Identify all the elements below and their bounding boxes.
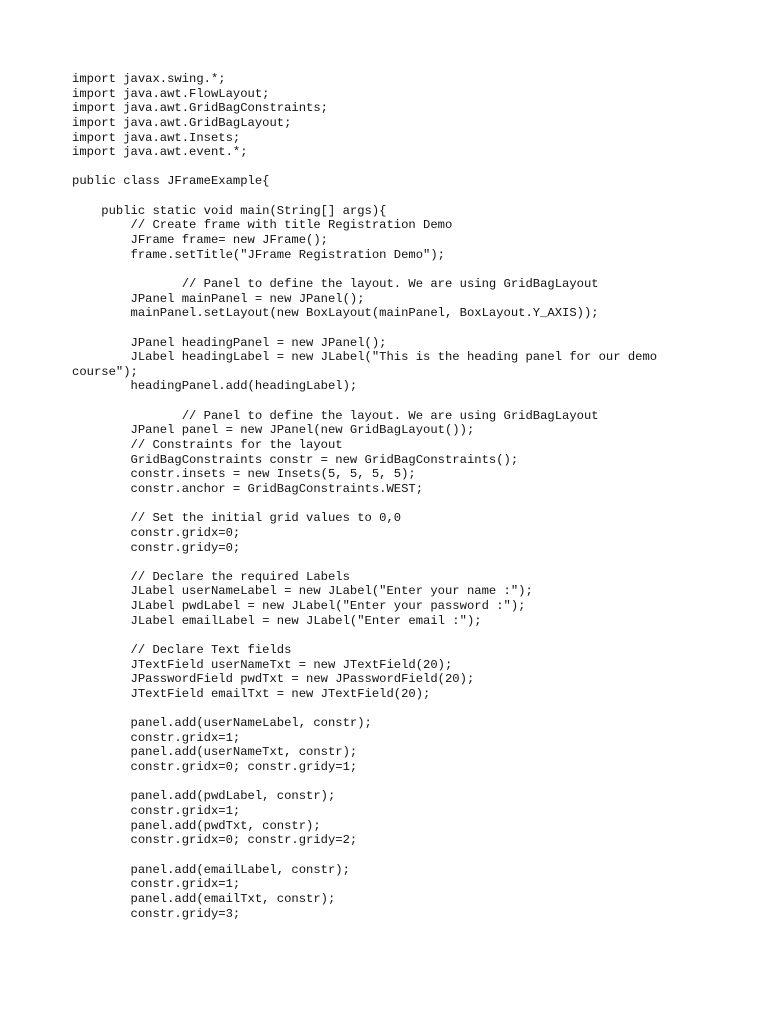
- code-line: import javax.swing.*;: [72, 72, 226, 86]
- code-line: panel.add(userNameLabel, constr);: [72, 716, 372, 731]
- code-line: [72, 702, 712, 717]
- code-line: import java.awt.GridBagConstraints;: [72, 101, 328, 116]
- code-line: panel.add(pwdTxt, constr);: [72, 818, 321, 833]
- code-line: JLabel emailLabel = new JLabel("Enter email :");: [72, 613, 482, 628]
- code-line: JLabel userNameLabel = new JLabel("Enter your name :");: [72, 584, 533, 599]
- code-line: panel.add(emailLabel, constr);: [72, 862, 350, 877]
- code-line: frame.setTitle("JFrame Registration Demo");: [72, 247, 445, 262]
- code-line: headingPanel.add(headingLabel);: [72, 379, 358, 394]
- code-line: import java.awt.event.*;: [72, 145, 248, 160]
- code-line: GridBagConstraints constr = new GridBagConstraints();: [72, 452, 519, 467]
- code-line: panel.add(pwdLabel, constr);: [72, 789, 336, 804]
- code-line: JPanel panel = new JPanel(new GridBagLayout());: [72, 423, 475, 438]
- code-line: [72, 497, 712, 512]
- code-line: JPasswordField pwdTxt = new JPasswordField(20);: [72, 672, 475, 687]
- code-line: JLabel pwdLabel = new JLabel("Enter your password :");: [72, 599, 526, 614]
- code-line: JTextField userNameTxt = new JTextField(20);: [72, 657, 453, 672]
- code-line: JPanel mainPanel = new JPanel();: [72, 291, 365, 306]
- code-line: // Create frame with title Registration Demo: [72, 218, 453, 233]
- code-line: // Declare Text fields: [72, 642, 292, 657]
- code-line: constr.anchor = GridBagConstraints.WEST;: [72, 481, 424, 496]
- code-line: [72, 189, 712, 204]
- code-line: [72, 555, 712, 570]
- code-line: constr.insets = new Insets(5, 5, 5, 5);: [72, 467, 416, 482]
- code-line: public static void main(String[] args){: [72, 203, 387, 218]
- code-line: constr.gridy=0;: [72, 540, 241, 555]
- code-line: constr.gridx=0; constr.gridy=1;: [72, 760, 358, 775]
- code-line: [72, 262, 712, 277]
- code-line: panel.add(emailTxt, constr);: [72, 891, 336, 906]
- code-line: import java.awt.GridBagLayout;: [72, 115, 292, 130]
- code-line: JTextField emailTxt = new JTextField(20);: [72, 686, 431, 701]
- code-line: constr.gridx=1;: [72, 804, 241, 819]
- code-line: [72, 628, 712, 643]
- code-line: // Constraints for the layout: [72, 438, 343, 453]
- code-line: public class JFrameExample{: [72, 174, 270, 189]
- code-line: JFrame frame= new JFrame();: [72, 233, 328, 248]
- code-line: // Panel to define the layout. We are using GridBagLayout: [72, 276, 599, 291]
- code-listing: [72, 72, 712, 921]
- code-line: constr.gridx=0;: [72, 525, 241, 540]
- code-line: [72, 321, 712, 336]
- code-line: [72, 775, 712, 790]
- code-line: JLabel headingLabel = new JLabel("This is the heading panel for our demo: [72, 350, 658, 365]
- code-line: [72, 160, 712, 175]
- code-line: [72, 848, 712, 863]
- code-line: import java.awt.FlowLayout;: [72, 86, 270, 101]
- code-line: // Panel to define the layout. We are using GridBagLayout: [72, 408, 599, 423]
- code-line: course");: [72, 364, 138, 379]
- code-line: mainPanel.setLayout(new BoxLayout(mainPanel, BoxLayout.Y_AXIS));: [72, 306, 599, 321]
- code-line: JPanel headingPanel = new JPanel();: [72, 335, 387, 350]
- code-line: // Set the initial grid values to 0,0: [72, 511, 402, 526]
- code-line: panel.add(userNameTxt, constr);: [72, 745, 358, 760]
- code-line: constr.gridy=3;: [72, 906, 241, 921]
- code-line: constr.gridx=0; constr.gridy=2;: [72, 833, 358, 848]
- code-line: // Declare the required Labels: [72, 569, 350, 584]
- code-line: import java.awt.Insets;: [72, 130, 241, 145]
- code-line: constr.gridx=1;: [72, 877, 241, 892]
- code-line: constr.gridx=1;: [72, 730, 241, 745]
- code-line: [72, 394, 712, 409]
